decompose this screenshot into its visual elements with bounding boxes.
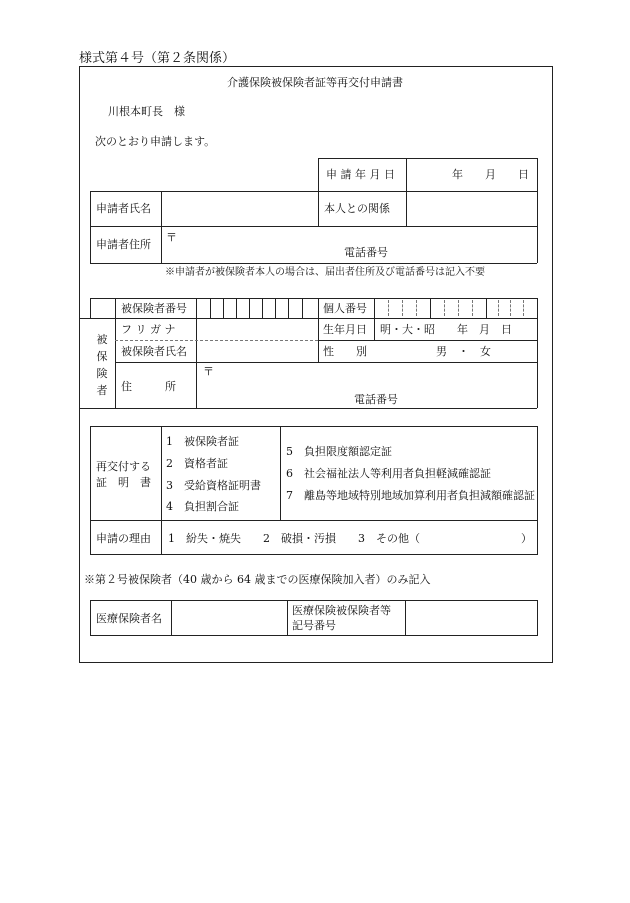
- form-title: 介護保険被保険者証等再交付申請書: [227, 76, 403, 89]
- insured-address-label: 住 所: [121, 380, 176, 393]
- reason-options[interactable]: 1 紛失・焼失 2 破損・汚損 3 その他（: [168, 532, 420, 545]
- certificate-option[interactable]: 4 負担割合証: [166, 500, 239, 513]
- application-date-label: 申 請 年 月 日: [326, 168, 395, 181]
- addressee: 川根本町長 様: [108, 105, 185, 118]
- postal-mark: 〒: [166, 231, 177, 244]
- applicant-name-label: 申請者氏名: [96, 202, 151, 215]
- applicant-address-label: 申請者住所: [96, 238, 151, 251]
- insured-postal-mark: 〒: [203, 365, 214, 378]
- form-number: 様式第４号（第２条関係）: [79, 51, 236, 66]
- insured-section-label: 被 保 険 者: [96, 333, 108, 397]
- certificate-option[interactable]: 1 被保険者証: [166, 435, 239, 448]
- certificate-option[interactable]: 3 受給資格証明書: [166, 479, 261, 492]
- certificate-label-line1: 再交付する: [96, 460, 151, 473]
- certificate-option[interactable]: 6 社会福祉法人等利用者負担軽減確認証: [286, 467, 491, 480]
- dob-field[interactable]: 明・大・昭 年 月 日: [380, 323, 512, 336]
- certificate-option[interactable]: 5 負担限度額認定証: [286, 445, 392, 458]
- application-date-field[interactable]: 年 月 日: [452, 168, 529, 181]
- insured-number-label: 被保険者番号: [121, 302, 187, 315]
- insured-name-label: 被保険者氏名: [121, 345, 187, 358]
- insured-phone-label: 電話番号: [354, 393, 398, 406]
- intro-text: 次のとおり申請します。: [95, 135, 216, 148]
- sex-field[interactable]: 男 ・ 女: [436, 345, 491, 358]
- dob-label: 生年月日: [323, 323, 367, 336]
- furigana-label: フ リ ガ ナ: [121, 323, 176, 336]
- personal-number-label: 個人番号: [323, 302, 367, 315]
- medical-insurer-label: 医療保険者名: [96, 612, 162, 625]
- relation-label: 本人との関係: [324, 202, 390, 215]
- certificate-option[interactable]: 7 離島等地域特別地域加算利用者負担減額確認証: [286, 489, 535, 502]
- secondary-note: ※第２号被保険者（40 歳から 64 歳までの医療保険加入者）のみ記入: [84, 573, 431, 586]
- medical-number-label-2: 記号番号: [292, 619, 336, 632]
- applicant-phone-label: 電話番号: [344, 246, 388, 259]
- certificate-option[interactable]: 2 資格者証: [166, 457, 228, 470]
- reason-close-paren: ）: [521, 532, 532, 545]
- certificate-label-line2: 証 明 書: [96, 476, 151, 489]
- applicant-note: ※申請者が被保険者本人の場合は、届出者住所及び電話番号は記入不要: [165, 267, 485, 278]
- medical-number-label-1: 医療保険被保険者等: [292, 604, 391, 617]
- sex-label: 性 別: [323, 345, 367, 358]
- reason-label: 申請の理由: [96, 532, 151, 545]
